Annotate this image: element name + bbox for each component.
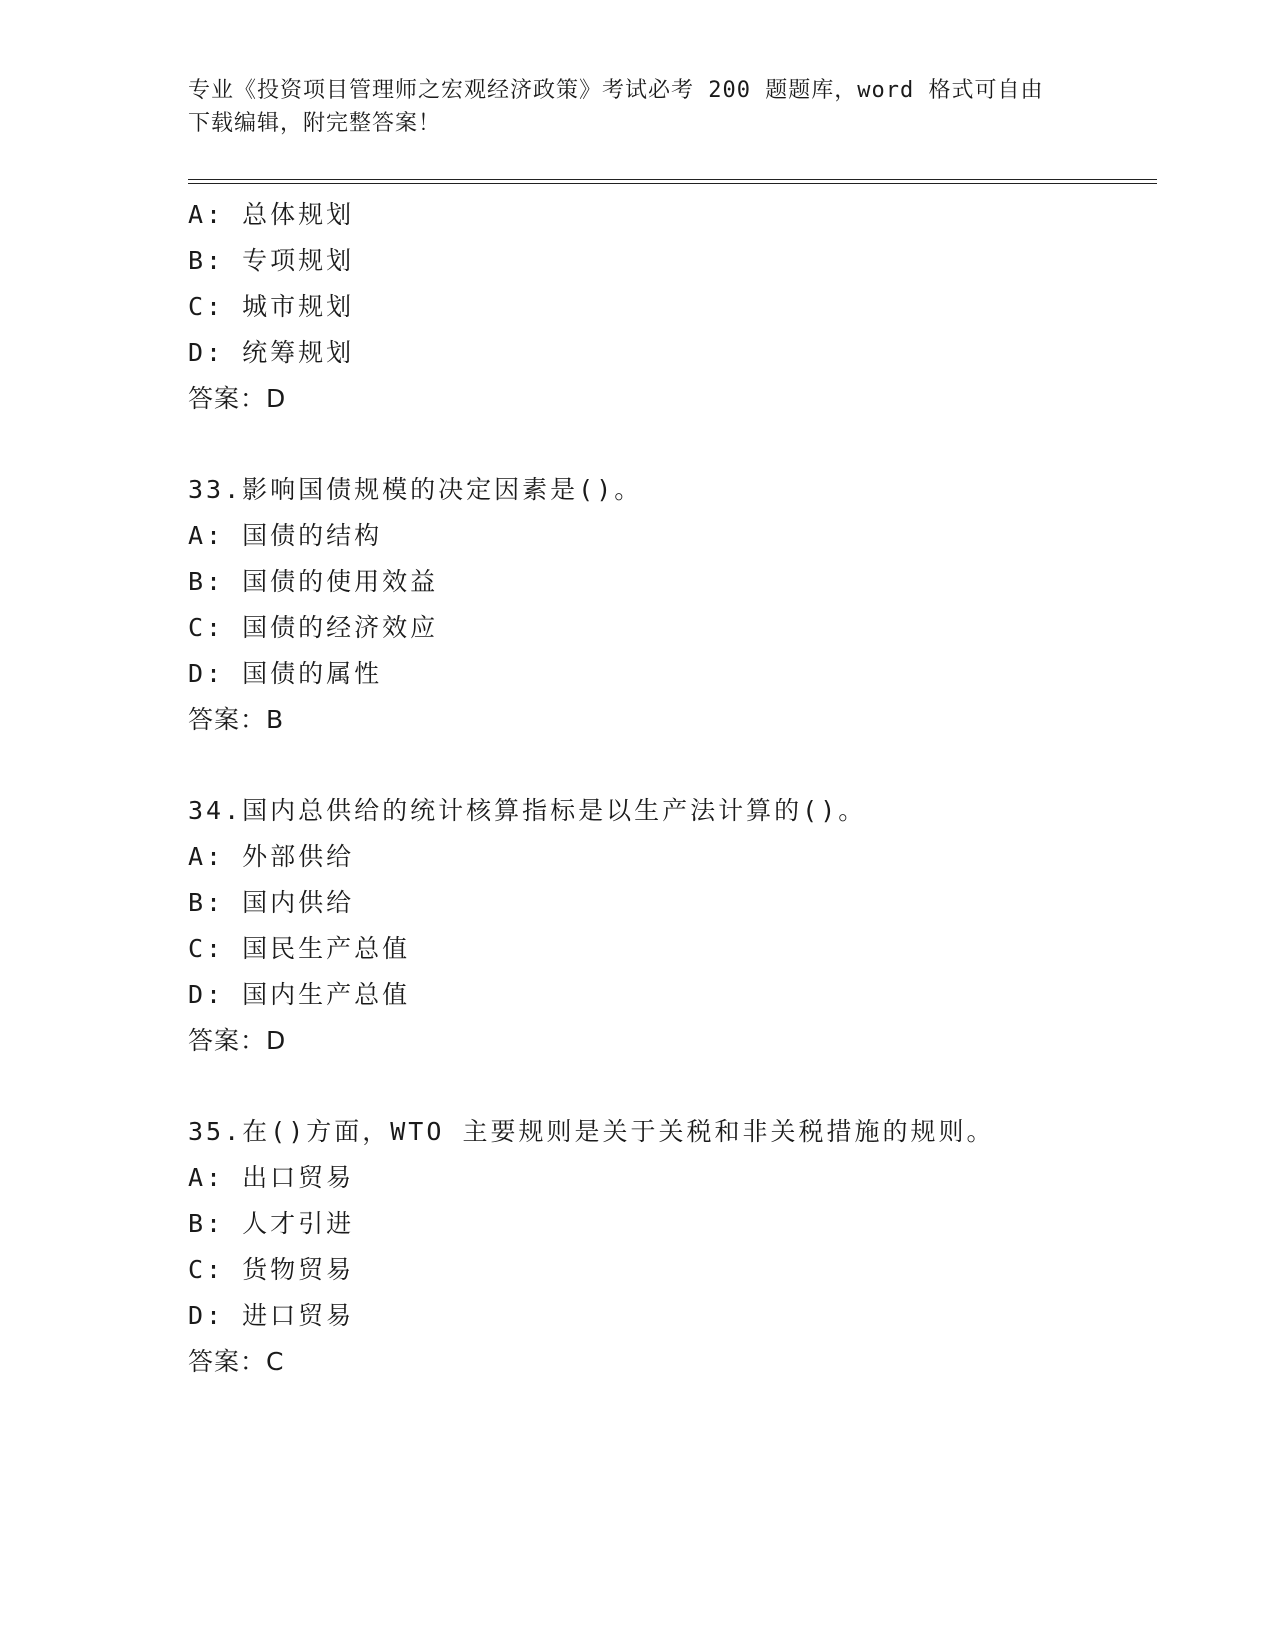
block-spacer (188, 422, 1148, 467)
question-block (188, 788, 1148, 1064)
header-line-1: 专业《投资项目管理师之宏观经济政策》考试必考 200 题题库，word 格式可自由 (188, 78, 1044, 103)
answer-line: 答案：D (188, 1026, 287, 1055)
option-c: C: 国民生产总值 (188, 934, 411, 963)
option-a: A: 外部供给 (188, 842, 355, 871)
option-c: C: 城市规划 (188, 292, 355, 321)
option-b: B: 人才引进 (188, 1209, 355, 1238)
question-stem: 35.在()方面，WTO 主要规则是关于关税和非关税措施的规则。 (188, 1117, 995, 1146)
question-block (188, 1109, 1148, 1385)
option-b: B: 专项规划 (188, 246, 355, 275)
option-c: C: 货物贸易 (188, 1255, 355, 1284)
header-divider-top (188, 179, 1157, 180)
option-d: D: 进口贸易 (188, 1301, 355, 1330)
block-spacer (188, 743, 1148, 788)
option-b: B: 国债的使用效益 (188, 567, 439, 596)
question-block (188, 192, 1148, 422)
question-list (188, 192, 1148, 1385)
option-b: B: 国内供给 (188, 888, 355, 917)
header-line-2: 下载编辑，附完整答案！ (188, 111, 442, 136)
option-d: D: 统筹规划 (188, 338, 355, 367)
option-d: D: 国内生产总值 (188, 980, 411, 1009)
option-a: A: 总体规划 (188, 200, 355, 229)
question-stem: 33.影响国债规模的决定因素是()。 (188, 475, 643, 504)
document-header (188, 74, 1088, 140)
option-c: C: 国债的经济效应 (188, 613, 439, 642)
option-a: A: 国债的结构 (188, 521, 383, 550)
answer-line: 答案：D (188, 384, 287, 413)
option-a: A: 出口贸易 (188, 1163, 355, 1192)
question-block (188, 467, 1148, 743)
answer-line: 答案：B (188, 705, 285, 734)
block-spacer (188, 1064, 1148, 1109)
answer-line: 答案：C (188, 1347, 285, 1376)
option-d: D: 国债的属性 (188, 659, 383, 688)
question-stem: 34.国内总供给的统计核算指标是以生产法计算的()。 (188, 796, 867, 825)
header-divider-bottom (188, 183, 1157, 184)
